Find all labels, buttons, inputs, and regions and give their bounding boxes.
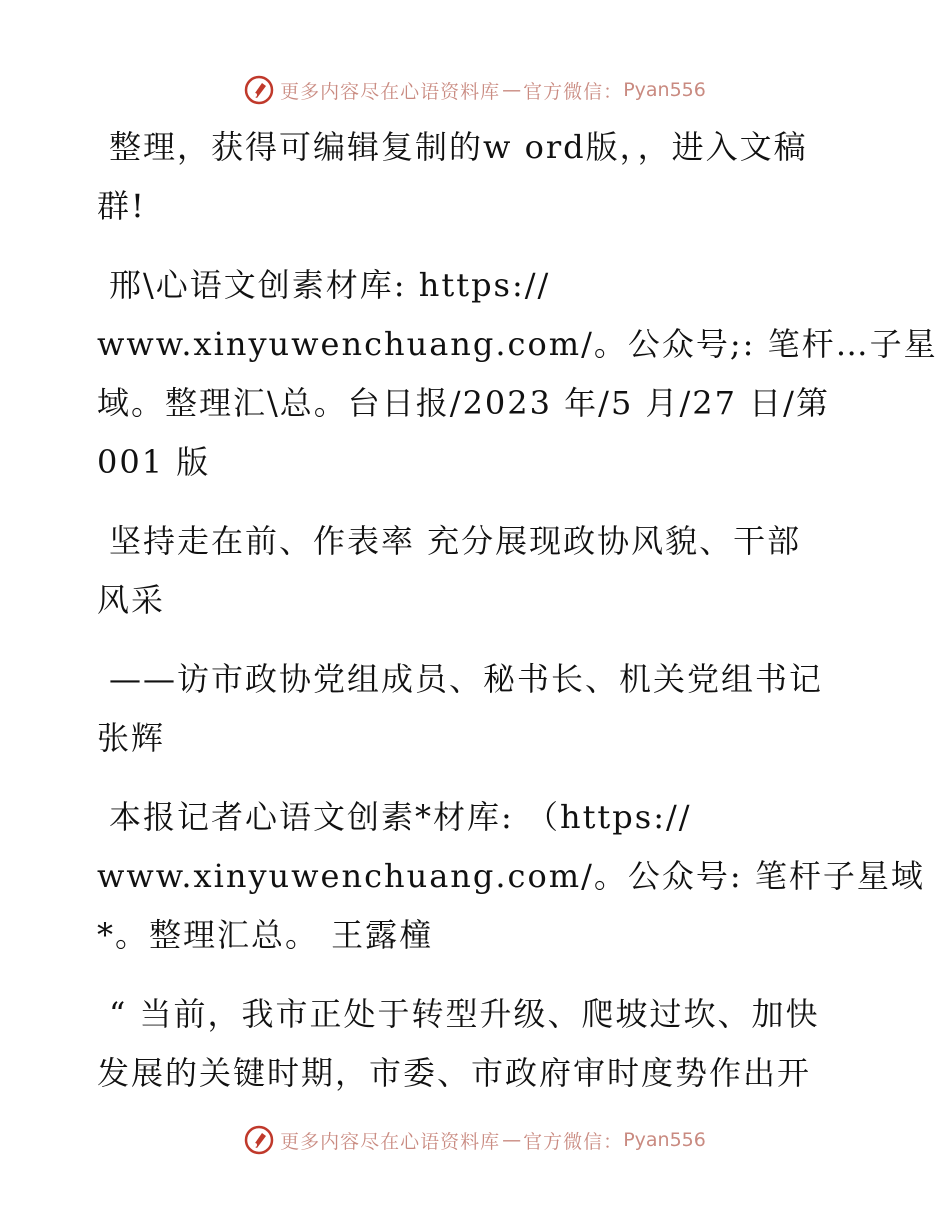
text-line: www.xinyuwenchuang.com/。公众号;: 笔杆…子星 (97, 325, 938, 363)
text-line: 群! (97, 187, 146, 225)
text-line: 张辉 (97, 719, 166, 757)
paragraph-source (97, 256, 938, 492)
banner-wechat-label: 官方微信： (523, 1130, 624, 1153)
text-line: 邢\心语文创素材库: https:// (109, 266, 551, 304)
text-line: ——访市政协党组成员、秘书长、机关党组书记 (109, 660, 824, 698)
text-line: 风采 (97, 581, 166, 619)
pen-nib-logo-icon (244, 75, 274, 105)
banner-wechat-label: 官方微信： (523, 80, 624, 103)
banner-separator: — (502, 1129, 522, 1151)
banner-wechat-id: Pyan556 (623, 1129, 706, 1151)
text-line: 发展的关键时期，市委、市政府审时度势作出开 (97, 1054, 812, 1092)
text-line-with-author (97, 906, 857, 965)
paragraph-headline (97, 512, 857, 630)
paragraph-byline (97, 788, 925, 965)
banner-wechat-id: Pyan556 (623, 79, 706, 101)
footer-watermark (0, 1122, 950, 1158)
banner-text: 更多内容尽在心语资料库 (280, 1130, 501, 1153)
text-line: 整理，获得可编辑复制的w ord版，，进入文稿 (109, 128, 808, 166)
banner-text: 更多内容尽在心语资料库 (280, 80, 501, 103)
author-name-last-char: 橦 (399, 916, 434, 954)
text-line: 001 版 (97, 443, 211, 481)
text-line: www.xinyuwenchuang.com/。公众号: 笔杆子星域 (97, 857, 925, 895)
header-watermark (0, 72, 950, 108)
banner-separator: — (502, 79, 522, 101)
text-line: *。整理汇总。 王露 (97, 916, 400, 954)
paragraph-lead (97, 985, 857, 1103)
text-line: 坚持走在前、作表率 充分展现政协风貌、干部 (109, 522, 802, 560)
paragraph-intro (97, 118, 857, 236)
document-body (97, 118, 938, 1123)
pen-nib-logo-icon (244, 1125, 274, 1155)
text-line: 域。整理汇\总。台日报/2023 年/5 月/27 日/第 (97, 384, 830, 422)
text-line: “ 当前，我市正处于转型升级、爬坡过坎、加快 (109, 995, 820, 1033)
text-line: 本报记者心语文创素*材库: （https:// (109, 798, 692, 836)
paragraph-subheadline (97, 650, 857, 768)
